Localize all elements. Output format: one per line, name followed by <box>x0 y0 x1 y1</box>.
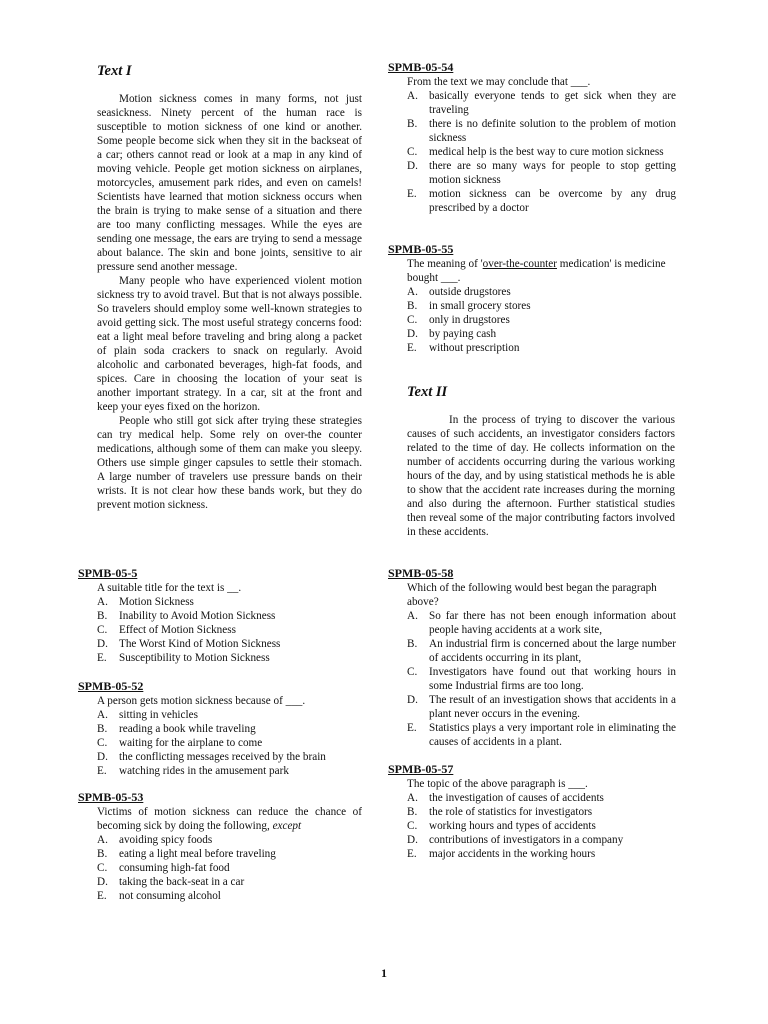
option-text: contributions of investigators in a company <box>429 834 624 846</box>
option-letter: E. <box>407 342 417 354</box>
answer-option <box>97 889 362 903</box>
answer-option <box>407 159 676 187</box>
option-text: reading a book while traveling <box>119 723 256 735</box>
question-stem: A person gets motion sickness because of ___. <box>97 695 306 707</box>
option-text: working hours and types of accidents <box>429 820 596 832</box>
answer-options <box>78 708 362 778</box>
question-stem-text: Victims of motion sickness can reduce the chance of becoming sick by doing the following, <box>97 806 362 832</box>
answer-option <box>97 875 362 889</box>
option-letter: A. <box>97 709 108 721</box>
option-text: not consuming alcohol <box>119 890 221 902</box>
question-id: SPMB-05-52 <box>78 679 144 693</box>
answer-option <box>97 847 362 861</box>
option-text: Effect of Motion Sickness <box>119 624 236 636</box>
question-stem <box>97 805 362 833</box>
answer-option <box>407 693 676 721</box>
option-letter: C. <box>407 314 418 326</box>
option-letter: A. <box>97 596 108 608</box>
answer-option <box>97 764 362 778</box>
option-letter: E. <box>97 890 107 902</box>
option-text: there are so many ways for people to stop getting motion sickness <box>429 160 676 186</box>
option-text: sitting in vehicles <box>119 709 198 721</box>
option-text: medical help is the best way to cure motion sickness <box>429 146 664 158</box>
question-stem-emphasis: except <box>272 820 302 832</box>
option-letter: B. <box>97 723 108 735</box>
answer-option <box>407 327 676 341</box>
option-letter: C. <box>407 820 418 832</box>
text-ii-passage <box>407 413 675 539</box>
option-text: major accidents in the working hours <box>429 848 596 860</box>
question-id: SPMB-05-5 <box>78 566 138 580</box>
option-letter: D. <box>407 328 418 340</box>
option-letter: D. <box>97 638 108 650</box>
answer-options <box>78 595 362 665</box>
passage-paragraph: People who still got sick after trying these strategies can try medical help. Some rely on over-the counter medications, although some of them can make you sleepy. Others use simple ginger capsules to settle their stomach. A large number of travelers use pressure bands on their wrists. It is not clear how these bands work, but they do prevent motion sickness. <box>97 415 362 511</box>
option-letter: D. <box>407 834 418 846</box>
option-text: avoiding spicy foods <box>119 834 213 846</box>
question-id: SPMB-05-54 <box>388 60 454 74</box>
option-text: the conflicting messages received by the brain <box>119 751 326 763</box>
option-text: The result of an investigation shows that accidents in a plant never occurs in the evening. <box>429 694 676 720</box>
answer-options <box>388 285 676 355</box>
option-letter: E. <box>97 765 107 777</box>
question-spmb-05-55 <box>388 242 676 355</box>
answer-option <box>97 708 362 722</box>
option-text: waiting for the airplane to come <box>119 737 263 749</box>
option-letter: B. <box>97 610 108 622</box>
answer-option <box>407 341 676 355</box>
option-letter: A. <box>407 90 418 102</box>
answer-option <box>97 736 362 750</box>
question-spmb-05-53 <box>78 790 362 903</box>
option-letter: A. <box>97 834 108 846</box>
answer-option <box>407 609 676 637</box>
text-ii-title: Text II <box>407 384 448 400</box>
option-letter: A. <box>407 610 418 622</box>
page-number: 1 <box>381 966 387 980</box>
option-text: only in drugstores <box>429 314 510 326</box>
question-id: SPMB-05-57 <box>388 762 454 776</box>
option-text: So far there has not been enough information about people having accidents at a work site, <box>429 610 676 636</box>
option-letter: C. <box>97 737 108 749</box>
question-stem: Which of the following would best began the paragraph above? <box>407 582 657 608</box>
option-text: without prescription <box>429 342 520 354</box>
underlined-term: over-the-counter <box>482 258 557 270</box>
answer-option <box>407 833 676 847</box>
option-text: in small grocery stores <box>429 300 531 312</box>
question-id: SPMB-05-55 <box>388 242 454 256</box>
answer-option <box>407 721 676 749</box>
answer-option <box>407 805 676 819</box>
answer-option <box>97 750 362 764</box>
option-letter: C. <box>97 624 108 636</box>
answer-option <box>407 665 676 693</box>
text-i-title: Text I <box>97 63 132 79</box>
answer-option <box>407 285 676 299</box>
answer-option <box>407 637 676 665</box>
question-spmb-05-5 <box>78 566 362 665</box>
question-spmb-05-52 <box>78 679 362 778</box>
option-text: The Worst Kind of Motion Sickness <box>119 638 281 650</box>
question-stem <box>407 257 676 285</box>
option-text: An industrial firm is concerned about the large number of accidents occurring in its plant, <box>429 638 676 664</box>
option-letter: B. <box>407 118 418 130</box>
option-text: outside drugstores <box>429 286 511 298</box>
option-letter: E. <box>97 652 107 664</box>
question-stem: A suitable title for the text is __. <box>97 582 242 594</box>
option-letter: C. <box>407 146 418 158</box>
answer-option <box>407 313 676 327</box>
answer-option <box>97 595 362 609</box>
answer-option <box>97 609 362 623</box>
option-text: Motion Sickness <box>119 596 194 608</box>
option-letter: B. <box>407 300 418 312</box>
answer-options <box>78 833 362 903</box>
answer-option <box>407 791 676 805</box>
answer-option <box>407 299 676 313</box>
option-text: taking the back-seat in a car <box>119 876 245 888</box>
answer-option <box>97 623 362 637</box>
answer-options <box>388 89 676 215</box>
option-letter: C. <box>407 666 418 678</box>
option-letter: A. <box>407 286 418 298</box>
option-letter: B. <box>97 848 108 860</box>
passage-paragraph: In the process of trying to discover the various causes of such accidents, an investigator considers factors related to the time of day. He collects information on the number of accidents occurring during the various working hours of the day, and by using statistical methods he is able to show that the accident rate increases during the morning and also during the afternoon. Further statistical studies then reveal some of the major contributing factors involved in these accidents. <box>407 414 675 538</box>
option-text: Inability to Avoid Motion Sickness <box>119 610 276 622</box>
question-stem: From the text we may conclude that ___. <box>407 76 591 88</box>
option-text: by paying cash <box>429 328 497 340</box>
option-text: the investigation of causes of accidents <box>429 792 604 804</box>
option-letter: A. <box>407 792 418 804</box>
question-id: SPMB-05-53 <box>78 790 144 804</box>
question-stem-before: The meaning of ' <box>407 258 483 270</box>
question-stem: The topic of the above paragraph is ___. <box>407 778 588 790</box>
passage-paragraph: Motion sickness comes in many forms, not just seasickness. Ninety percent of the human race is susceptible to motion sickness of one kind or another. Some people become sick when they sit in the backseat of a car; others cannot read or look at a map in any kind of moving vehicle. People get motion sickness on airplanes, motorcycles, amusement park rides, and even on camels! Scientists have learned that motion sickness occurs when the brain is trying to make sense of a situation and there are too many conflicting messages. While the eyes are sending one message, the ears are trying to send a message about balance. The skin and bone joints, sensitive to air pressure send another message. <box>97 93 362 273</box>
option-letter: C. <box>97 862 108 874</box>
option-text: Susceptibility to Motion Sickness <box>119 652 270 664</box>
option-text: motion sickness can be overcome by any drug prescribed by a doctor <box>429 188 676 214</box>
text-i-passage <box>97 92 362 512</box>
answer-option <box>97 637 362 651</box>
option-letter: D. <box>407 694 418 706</box>
answer-option <box>407 187 676 215</box>
answer-option <box>97 861 362 875</box>
passage-paragraph: Many people who have experienced violent motion sickness try to avoid travel. But that is not always possible. So travelers should employ some well-known strategies to avoid getting sick. The most useful strategy concerns food: eat a light meal before traveling and bring along a packet of plain soda crackers to snack on regularly. Avoid alcoholic and carbonated beverages, high-fat foods, and spices. Care in choosing the location of your seat is another important strategy. In a car, sit at the front and keep your eyes fixed on the horizon. <box>97 275 362 413</box>
option-letter: D. <box>97 876 108 888</box>
option-text: eating a light meal before traveling <box>119 848 276 860</box>
answer-option <box>97 651 362 665</box>
option-text: Investigators have found out that working hours in some Industrial firms are too long. <box>429 666 676 692</box>
option-letter: D. <box>97 751 108 763</box>
answer-options <box>388 609 676 749</box>
option-text: consuming high-fat food <box>119 862 230 874</box>
question-spmb-05-54 <box>388 60 676 215</box>
option-letter: E. <box>407 722 417 734</box>
answer-option <box>407 847 676 861</box>
question-spmb-05-57 <box>388 762 676 861</box>
option-text: there is no definite solution to the problem of motion sickness <box>429 118 676 144</box>
answer-option <box>97 722 362 736</box>
question-stem-after: medication' is medicine bought ___. <box>407 258 666 284</box>
answer-option <box>407 89 676 117</box>
answer-option <box>407 145 676 159</box>
question-id: SPMB-05-58 <box>388 566 454 580</box>
option-text: Statistics plays a very important role in eliminating the causes of accidents in a plant. <box>429 722 676 748</box>
question-spmb-05-58 <box>388 566 676 749</box>
option-text: watching rides in the amusement park <box>119 765 289 777</box>
answer-option <box>407 819 676 833</box>
answer-options <box>388 791 676 861</box>
answer-option <box>407 117 676 145</box>
option-text: the role of statistics for investigators <box>429 806 593 818</box>
option-letter: E. <box>407 848 417 860</box>
option-letter: E. <box>407 188 417 200</box>
option-letter: D. <box>407 160 418 172</box>
option-letter: B. <box>407 638 418 650</box>
option-text: basically everyone tends to get sick when they are traveling <box>429 90 676 116</box>
answer-option <box>97 833 362 847</box>
option-letter: B. <box>407 806 418 818</box>
